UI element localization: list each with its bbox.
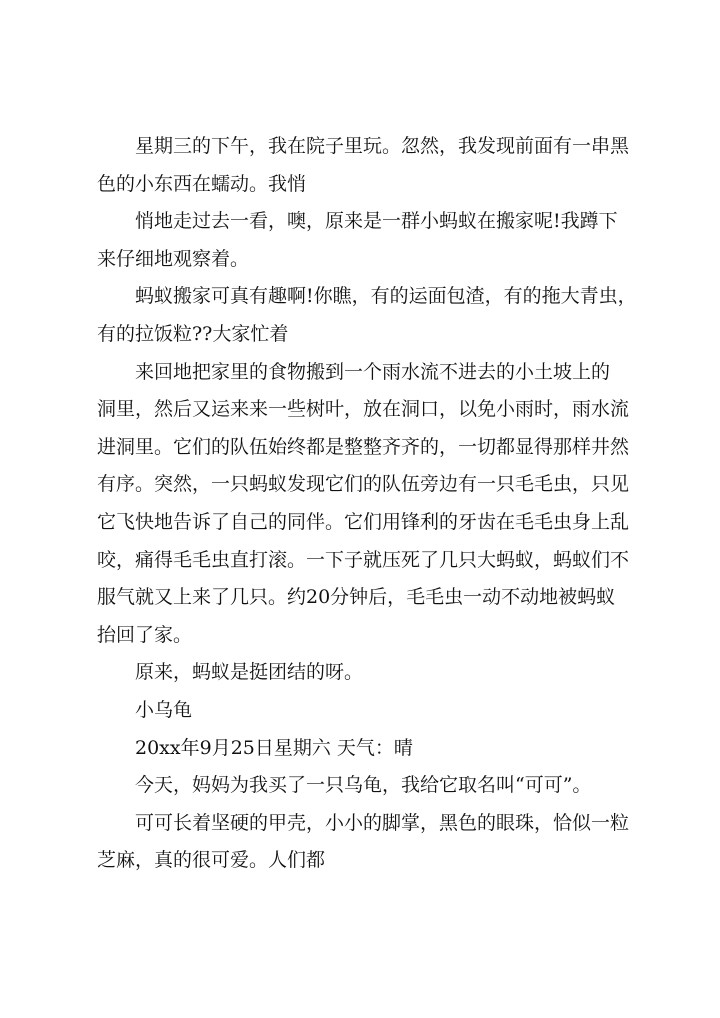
paragraph-line: 蚂蚁搬家可真有趣啊!你瞧，有的运面包渣，有的拖大青虫， (135, 285, 637, 308)
section-title: 小乌龟 (135, 698, 193, 721)
paragraph-line: 原来，蚂蚁是挺团结的呀。 (135, 661, 364, 684)
paragraph-line: 芝麻，真的很可爱。人们都 (97, 849, 326, 872)
paragraph-line: 咬，痛得毛毛虫直打滚。一下子就压死了几只大蚂蚁，蚂蚁们不 (97, 548, 630, 571)
paragraph-line: 可可长着坚硬的甲壳，小小的脚掌，黑色的眼珠，恰似一粒 (135, 811, 630, 834)
paragraph-line: 洞里，然后又运来来一些树叶，放在洞口，以免小雨时，雨水流 (97, 398, 630, 421)
paragraph-line: 有的拉饭粒??大家忙着 (97, 322, 289, 345)
paragraph-line: 色的小东西在蠕动。我悄 (97, 172, 307, 195)
paragraph-line: 抬回了家。 (97, 623, 193, 646)
document-body (97, 128, 637, 880)
paragraph-line: 悄地走过去一看，噢，原来是一群小蚂蚁在搬家呢!我蹲下 (135, 210, 618, 233)
paragraph-line: 来仔细地观察着。 (97, 247, 250, 270)
paragraph-line: 服气就又上来了几只。约20分钟后，毛毛虫一动不动地被蚂蚁 (97, 586, 616, 609)
paragraph-line: 来回地把家里的食物搬到一个雨水流不进去的小土坡上的 (135, 360, 611, 383)
paragraph-line: 星期三的下午，我在院子里玩。忽然，我发现前面有一串黑 (135, 135, 630, 157)
date-weather-line: 20xx年9月25日星期六 天气：晴 (135, 736, 413, 759)
paragraph-line: 今天，妈妈为我买了一只乌龟，我给它取名叫“可可”。 (135, 774, 592, 797)
paragraph-line: 进洞里。它们的队伍始终都是整整齐齐的，一切都显得那样井然 (97, 435, 630, 458)
paragraph-line: 有序。突然，一只蚂蚁发现它们的队伍旁边有一只毛毛虫，只见 (97, 473, 630, 496)
paragraph-line: 它飞快地告诉了自己的同伴。它们用锋利的牙齿在毛毛虫身上乱 (97, 510, 630, 533)
